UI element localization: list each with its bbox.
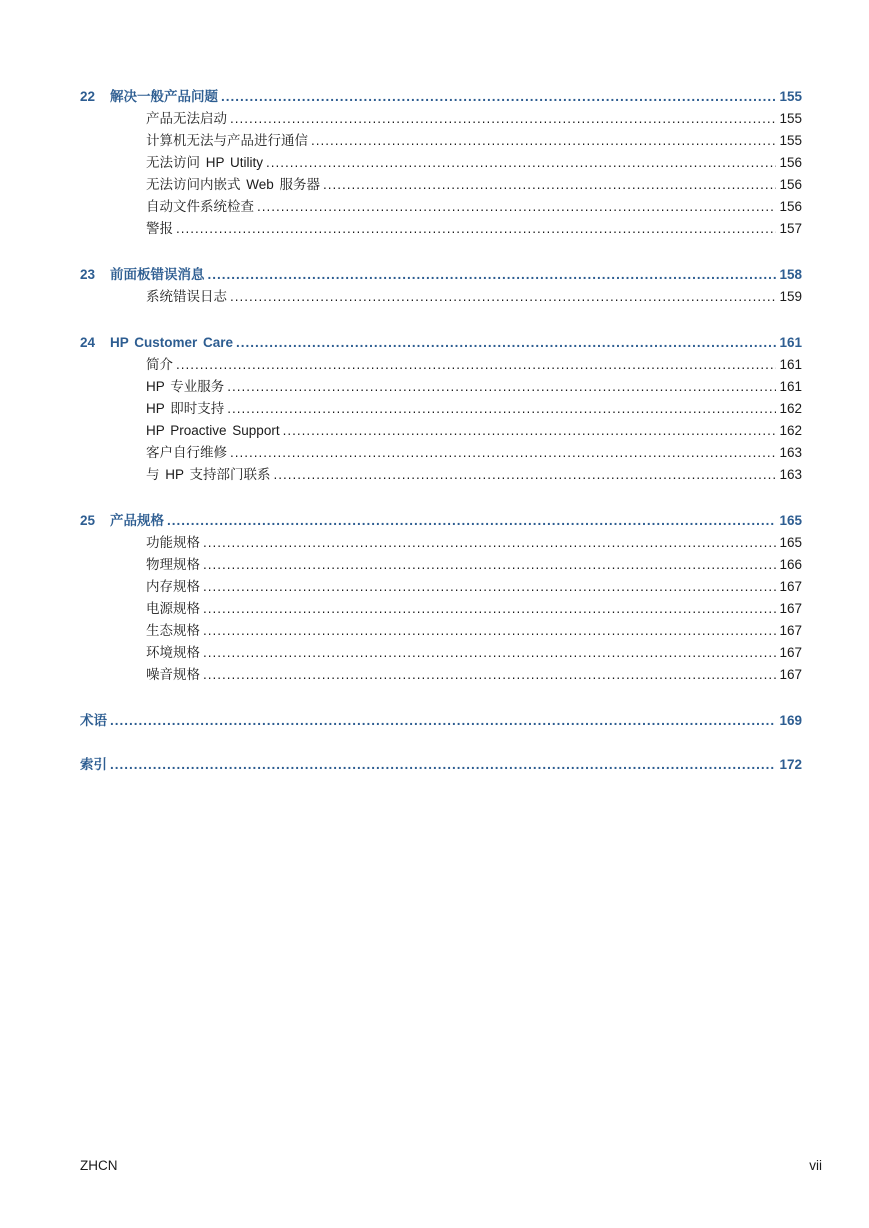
entry-title: 生态规格 (146, 623, 200, 638)
dot-leader (230, 108, 776, 130)
chapter-heading[interactable] (80, 710, 802, 732)
dot-leader (110, 754, 776, 776)
chapter-heading[interactable] (80, 332, 802, 354)
toc-entry[interactable] (80, 554, 802, 576)
dot-leader (230, 286, 776, 308)
entry-title: 无法访问内嵌式 Web 服务器 (146, 177, 321, 192)
chapter-title: 索引 (80, 757, 107, 772)
page-number: 169 (779, 713, 802, 728)
dot-leader (221, 86, 776, 108)
page-number: 165 (779, 513, 802, 528)
toc-entry[interactable] (80, 598, 802, 620)
dot-leader (236, 332, 776, 354)
page-number: 167 (779, 623, 802, 638)
dot-leader (203, 620, 776, 642)
appendix-index (80, 754, 802, 776)
page-number: 161 (779, 357, 802, 372)
toc-entry[interactable] (80, 152, 802, 174)
entry-title: 电源规格 (146, 601, 200, 616)
dot-leader (203, 598, 776, 620)
entry-title: 客户自行维修 (146, 445, 227, 460)
page-number: 163 (779, 467, 802, 482)
chapter-title: 术语 (80, 713, 107, 728)
chapter-heading[interactable] (80, 86, 802, 108)
page-number: 163 (779, 445, 802, 460)
dot-leader (227, 398, 776, 420)
toc-entry[interactable] (80, 286, 802, 308)
dot-leader (257, 196, 776, 218)
dot-leader (208, 264, 777, 286)
page-number: 158 (779, 267, 802, 282)
chapter-heading[interactable] (80, 754, 802, 776)
page-number: 161 (779, 379, 802, 394)
entry-title: 物理规格 (146, 557, 200, 572)
dot-leader (203, 576, 776, 598)
entry-title: 警报 (146, 221, 173, 236)
page-footer (80, 1158, 822, 1173)
footer-page-number: vii (809, 1158, 822, 1173)
page-number: 155 (779, 111, 802, 126)
toc-entry[interactable] (80, 398, 802, 420)
page-number: 156 (779, 155, 802, 170)
page-number: 159 (779, 289, 802, 304)
footer-locale: ZHCN (80, 1158, 118, 1173)
chapter-number: 24 (80, 335, 96, 350)
toc-entry[interactable] (80, 354, 802, 376)
dot-leader (203, 642, 776, 664)
appendix-glossary (80, 710, 802, 732)
entry-title: HP Proactive Support (146, 423, 280, 438)
chapter-title: 前面板错误消息 (110, 267, 205, 282)
page-number: 155 (779, 89, 802, 104)
entry-title: 功能规格 (146, 535, 200, 550)
chapter-23 (80, 264, 802, 308)
chapter-24 (80, 332, 802, 486)
page-number: 167 (779, 579, 802, 594)
toc-entry[interactable] (80, 108, 802, 130)
dot-leader (110, 710, 776, 732)
page-number: 167 (779, 667, 802, 682)
chapter-title: HP Customer Care (110, 335, 234, 350)
chapter-number: 22 (80, 89, 96, 104)
toc-entry[interactable] (80, 196, 802, 218)
toc-entry[interactable] (80, 642, 802, 664)
dot-leader (167, 510, 776, 532)
entry-title: 产品无法启动 (146, 111, 227, 126)
chapter-title: 解决一般产品问题 (110, 89, 218, 104)
page-number: 165 (779, 535, 802, 550)
dot-leader (227, 376, 776, 398)
table-of-contents (80, 86, 802, 800)
chapter-number: 23 (80, 267, 96, 282)
chapter-22 (80, 86, 802, 240)
toc-entry[interactable] (80, 576, 802, 598)
dot-leader (283, 420, 777, 442)
entry-title: HP 即时支持 (146, 401, 225, 416)
entry-title: 环境规格 (146, 645, 200, 660)
dot-leader (311, 130, 776, 152)
page-number: 157 (779, 221, 802, 236)
page-number: 161 (779, 335, 802, 350)
page-number: 155 (779, 133, 802, 148)
entry-title: 系统错误日志 (146, 289, 227, 304)
page-number: 156 (779, 177, 802, 192)
entry-title: 计算机无法与产品进行通信 (146, 133, 308, 148)
entry-title: HP 专业服务 (146, 379, 225, 394)
toc-entry[interactable] (80, 532, 802, 554)
toc-entry[interactable] (80, 130, 802, 152)
toc-entry[interactable] (80, 464, 802, 486)
chapter-title: 产品规格 (110, 513, 164, 528)
entry-title: 简介 (146, 357, 173, 372)
toc-entry[interactable] (80, 664, 802, 686)
entry-title: 内存规格 (146, 579, 200, 594)
entry-title: 自动文件系统检查 (146, 199, 254, 214)
page-number: 167 (779, 601, 802, 616)
chapter-25 (80, 510, 802, 686)
page-number: 156 (779, 199, 802, 214)
dot-leader (266, 152, 776, 174)
toc-entry[interactable] (80, 420, 802, 442)
dot-leader (323, 174, 776, 196)
entry-title: 噪音规格 (146, 667, 200, 682)
page-number: 162 (779, 401, 802, 416)
page-number: 172 (779, 757, 802, 772)
dot-leader (176, 354, 776, 376)
toc-entry[interactable] (80, 376, 802, 398)
page-number: 167 (779, 645, 802, 660)
dot-leader (203, 554, 776, 576)
page-number: 166 (779, 557, 802, 572)
chapter-heading[interactable] (80, 264, 802, 286)
entry-title: 无法访问 HP Utility (146, 155, 264, 170)
entry-title: 与 HP 支持部门联系 (146, 467, 271, 482)
dot-leader (203, 532, 776, 554)
chapter-number: 25 (80, 513, 96, 528)
toc-entry[interactable] (80, 218, 802, 240)
dot-leader (274, 464, 777, 486)
dot-leader (203, 664, 776, 686)
toc-entry[interactable] (80, 174, 802, 196)
dot-leader (176, 218, 776, 240)
toc-entry[interactable] (80, 442, 802, 464)
chapter-heading[interactable] (80, 510, 802, 532)
dot-leader (230, 442, 776, 464)
toc-entry[interactable] (80, 620, 802, 642)
page-number: 162 (779, 423, 802, 438)
